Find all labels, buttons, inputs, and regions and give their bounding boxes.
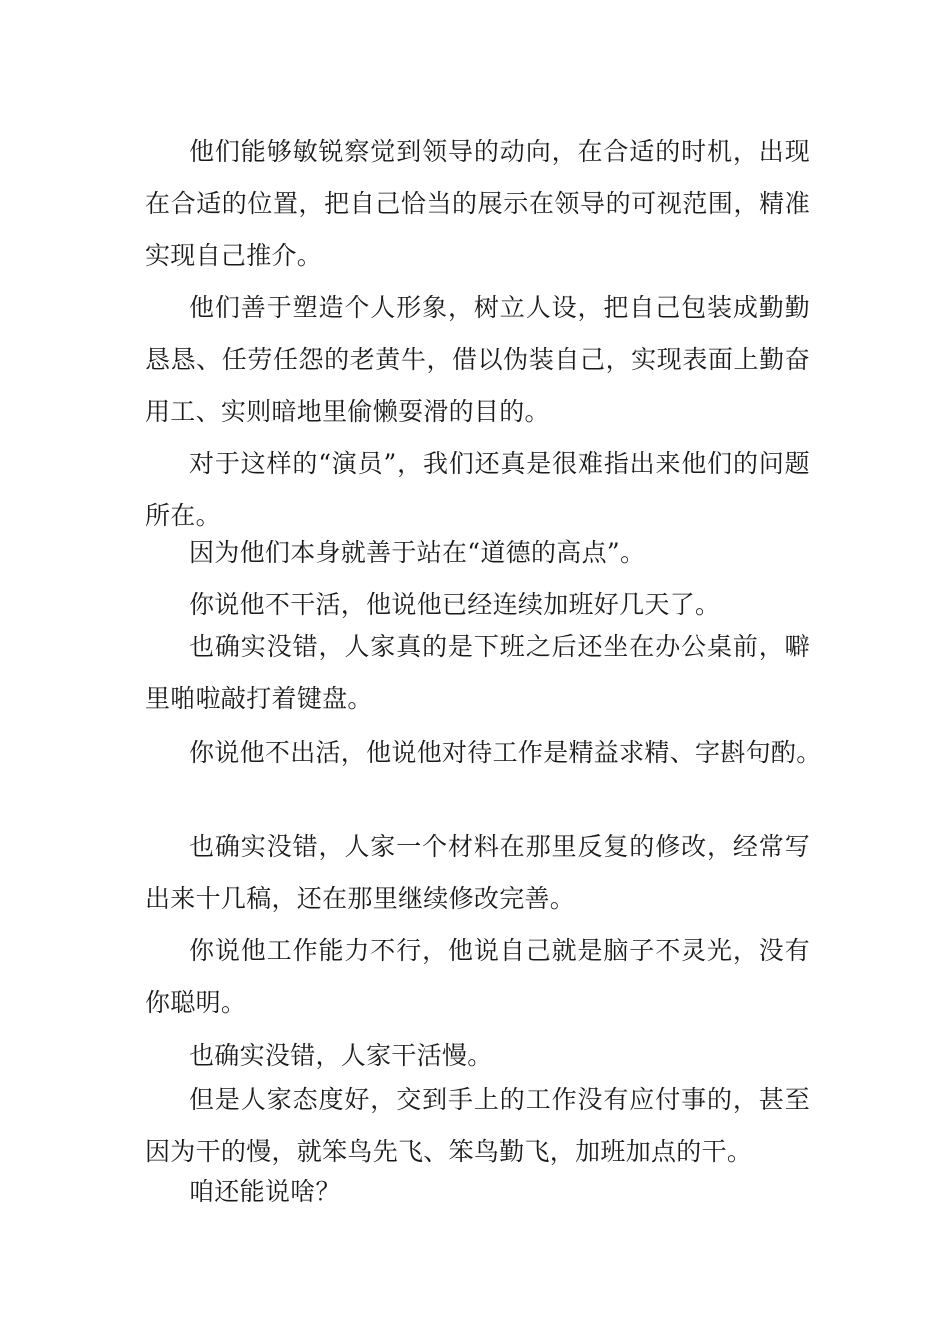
paragraph-6: 也确实没错，人家真的是下班之后还坐在办公桌前，噼里啪啦敲打着键盘。 [145, 632, 810, 713]
paragraph-2: 他们善于塑造个人形象，树立人设，把自己包装成勤勤恳恳、任劳任怨的老黄牛，借以伪装自己，实现表面上勤奋用工、实则暗地里偷懒耍滑的目的。 [145, 293, 810, 426]
paragraph-9: 你说他工作能力不行，他说自己就是脑子不灵光，没有你聪明。 [145, 936, 810, 1017]
paragraph-10: 也确实没错，人家干活慢。 [189, 1041, 493, 1070]
paragraph-3: 对于这样的“演员”，我们还真是很难指出来他们的问题所在。 [145, 449, 810, 530]
paragraph-4: 因为他们本身就善于站在“道德的高点”。 [189, 538, 646, 567]
paragraph-11: 但是人家态度好，交到手上的工作没有应付事的，甚至因为干的慢，就笨鸟先飞、笨鸟勤飞，加班加点的干。 [145, 1085, 810, 1166]
paragraph-5: 你说他不干活，他说他已经连续加班好几天了。 [189, 590, 721, 619]
paragraph-7: 你说他不出活，他说他对待工作是精益求精、字斟句酌。 [189, 738, 822, 767]
paragraph-8: 也确实没错，人家一个材料在那里反复的修改，经常写出来十几稿，还在那里继续修改完善。 [145, 832, 810, 913]
paragraph-1: 他们能够敏锐察觉到领导的动向，在合适的时机，出现在合适的位置，把自己恰当的展示在领导的可视范围，精准实现自己推介。 [145, 137, 810, 270]
paragraph-12: 咱还能说啥？ [189, 1177, 341, 1206]
